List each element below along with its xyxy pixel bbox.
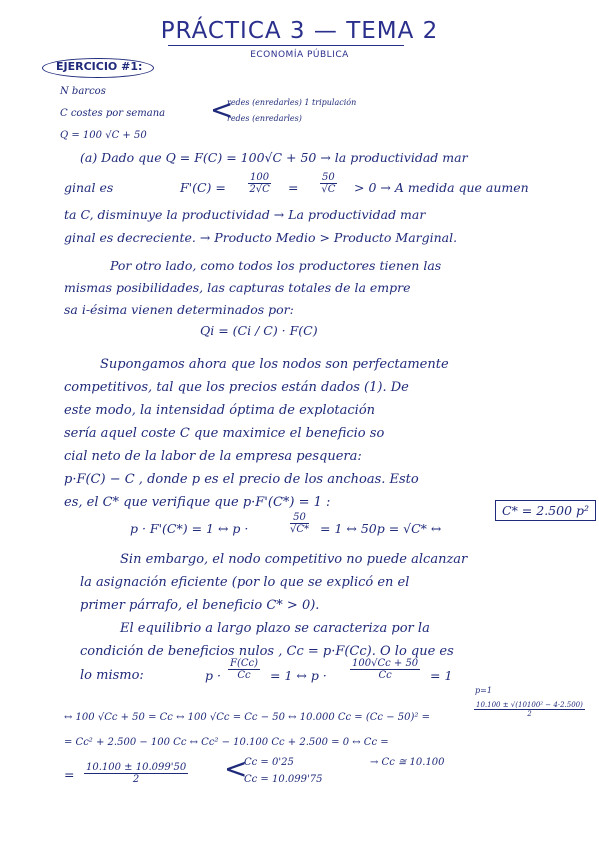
zero-profit-eq-left: p ·: [205, 668, 221, 683]
part-a-equals: =: [288, 180, 299, 195]
optimum-eq-left: p · F'(C*) = 1 ↔ p ·: [130, 521, 249, 536]
brace-symbol: <: [210, 93, 234, 126]
optimum-boxed-result: C* = 2.500 p²: [495, 500, 596, 521]
part-a-line-2-right: > 0 → A medida que aumen: [354, 180, 529, 195]
efficiency-line-3: primer párrafo, el beneficio C* > 0).: [80, 598, 320, 613]
part-a-line-6: mismas posibilidades, las capturas totales de la empre: [64, 280, 411, 295]
solution-root-2: Cc = 10.099'75: [244, 774, 323, 785]
solution-final-fraction-den: 2: [132, 774, 140, 785]
zero-profit-fraction-1-den: Cc: [237, 670, 251, 681]
zero-profit-fraction-1-num: F(Cc): [230, 658, 258, 669]
brace-item-bottom: redes (enredarles): [227, 114, 302, 123]
solution-quadratic-num: 10.100 ± √(10100² − 4·2.500): [476, 701, 583, 709]
part-a-fraction-1-den: 2√C: [249, 184, 270, 195]
part-a-line-2-left: ginal es: [64, 180, 114, 195]
part-a-fraction-2-den: √C: [321, 184, 336, 195]
efficiency-line-4: El equilibrio a largo plazo se caracteriza por la: [120, 621, 430, 636]
part-a-fraction-1: [248, 172, 271, 195]
solution-root-1: Cc = 0'25: [244, 757, 294, 768]
part-a-line-3: ta C, disminuye la productividad → La productividad mar: [64, 207, 426, 222]
part-a-derivative-label: F'(C) =: [180, 180, 226, 195]
efficiency-line-2: la asignación eficiente (por lo que se explicó en el: [80, 575, 410, 590]
competitive-line-3: este modo, la intensidad óptima de explotación: [64, 403, 376, 418]
optimum-eq-fraction-den: √C*: [290, 524, 310, 535]
definition-n: N barcos: [60, 86, 106, 97]
zero-profit-eq-mid: = 1 ↔ p ·: [270, 668, 327, 683]
zero-profit-fraction-2-den: Cc: [378, 670, 392, 681]
solution-final-fraction-num: 10.100 ± 10.099'50: [86, 762, 187, 773]
zero-profit-note: p=1: [475, 686, 492, 695]
zero-profit-eq-right: = 1: [430, 668, 453, 683]
zero-profit-fraction-1: [228, 658, 260, 681]
optimum-eq-fraction-num: 50: [290, 512, 309, 524]
optimum-eq-fraction: [290, 512, 309, 535]
solution-line-2: = Cc² + 2.500 − 100 Cc ↔ Cc² − 10.100 Cc + 2.500 = 0 ↔ Cc =: [64, 737, 389, 748]
efficiency-line-5: condición de beneficios nulos , Cc = p·F(Cc). O lo que es: [80, 644, 454, 659]
part-a-line-5: Por otro lado, como todos los productores tienen las: [110, 258, 442, 273]
page-title: PRÁCTICA 3 — TEMA 2: [160, 18, 439, 44]
zero-profit-fraction-2: [350, 658, 420, 681]
definition-q: Q = 100 √C + 50: [60, 130, 147, 141]
brace-item-top: redes (enredarles) 1 tripulación: [227, 98, 357, 107]
formula-qi: Qi = (Ci / C) · F(C): [200, 323, 318, 338]
competitive-line-2: competitivos, tal que los precios están dados (1). De: [64, 380, 409, 395]
part-a-line-1: (a) Dado que Q = F(C) = 100√C + 50 → la productividad mar: [80, 150, 468, 165]
competitive-line-6: p·F(C) − C , donde p es el precio de los anchoas. Esto: [64, 472, 419, 487]
solution-quadratic-fraction: [474, 701, 585, 718]
exercise-label: EJERCICIO #1:: [56, 60, 143, 73]
efficiency-line-6: lo mismo:: [80, 668, 144, 683]
efficiency-line-1: Sin embargo, el nodo competitivo no puede alcanzar: [120, 552, 468, 567]
competitive-line-5: cial neto de la labor de la empresa pesquera:: [64, 449, 362, 464]
title-underline: [168, 45, 404, 46]
part-a-fraction-2: [320, 172, 337, 195]
part-a-line-7: sa i-ésima vienen determinados por:: [64, 302, 294, 317]
competitive-line-1: Supongamos ahora que los nodos son perfectamente: [100, 357, 449, 372]
part-a-fraction-1-num: 100: [250, 172, 270, 183]
zero-profit-fraction-2-num: 100√Cc + 50: [352, 658, 419, 669]
solution-brace: <: [224, 752, 248, 785]
optimum-eq-right: = 1 ↔ 50p = √C* ↔: [320, 521, 442, 536]
solution-equals: =: [64, 767, 75, 782]
page-subtitle: ECONOMÍA PÚBLICA: [250, 50, 349, 60]
solution-quadratic-den: 2: [527, 710, 532, 718]
competitive-line-4: sería aquel coste C que maximice el beneficio so: [64, 426, 385, 441]
definition-c: C costes por semana: [60, 108, 166, 119]
solution-final-fraction: [84, 762, 188, 785]
competitive-line-7: es, el C* que verifique que p·F'(C*) = 1 :: [64, 495, 331, 510]
part-a-fraction-2-num: 50: [322, 172, 335, 183]
solution-line-1: ↔ 100 √Cc + 50 = Cc ↔ 100 √Cc = Cc − 50 ↔ 10.000 Cc = (Cc − 50)² =: [64, 712, 430, 723]
solution-final-result: → Cc ≅ 10.100: [370, 757, 445, 768]
part-a-line-4: ginal es decreciente. → Producto Medio > Producto Marginal.: [64, 230, 458, 245]
